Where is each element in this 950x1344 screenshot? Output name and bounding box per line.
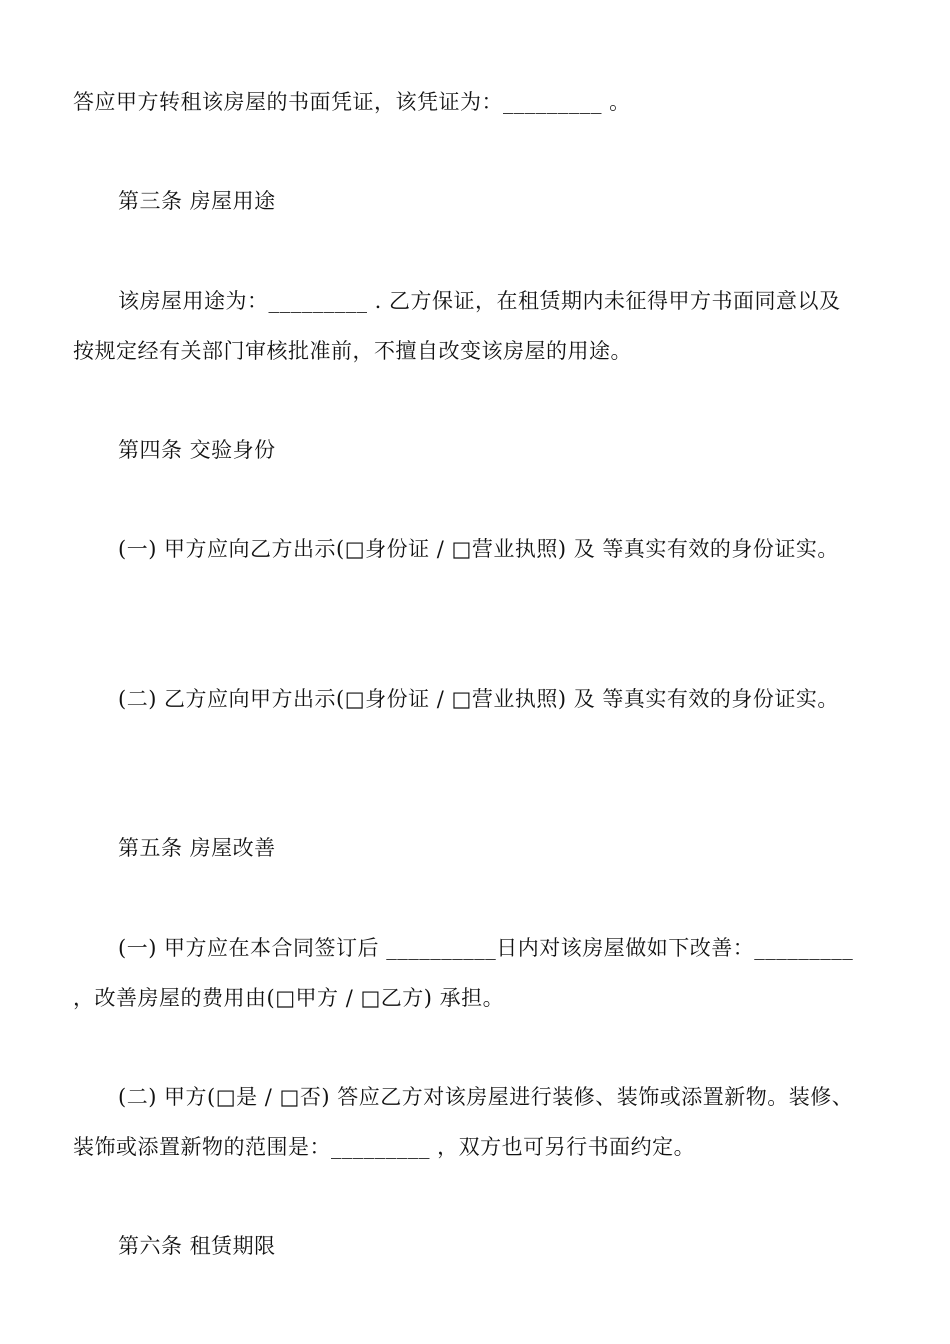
section-heading-article-3: 第三条 房屋用途	[118, 189, 276, 213]
paragraph-line: 答应甲方转租该房屋的书面凭证，该凭证为：_________ 。	[73, 90, 631, 114]
section-heading-article-4: 第四条 交验身份	[118, 438, 276, 462]
paragraph-line: 按规定经有关部门审核批准前，不擅自改变该房屋的用途。	[73, 339, 632, 363]
paragraph-line: (一) 甲方应向乙方出示(□身份证 / □营业执照) 及 等真实有效的身份证实。	[118, 537, 839, 561]
paragraph-line: 该房屋用途为：_________ . 乙方保证，在租赁期内未征得甲方书面同意以及	[118, 289, 841, 313]
paragraph-line: (二) 乙方应向甲方出示(□身份证 / □营业执照) 及 等真实有效的身份证实。	[118, 687, 839, 711]
section-heading-article-5: 第五条 房屋改善	[118, 836, 276, 860]
section-heading-article-6: 第六条 租赁期限	[118, 1234, 276, 1258]
paragraph-line: 装饰或添置新物的范围是：_________ ，双方也可另行书面约定。	[73, 1135, 696, 1159]
paragraph-line: (二) 甲方(□是 / □否) 答应乙方对该房屋进行装修、装饰或添置新物。装修、	[118, 1085, 854, 1109]
paragraph-line: (一) 甲方应在本合同签订后 __________日内对该房屋做如下改善：_________	[118, 936, 854, 960]
paragraph-line: ，改善房屋的费用由(□甲方 / □乙方) 承担。	[73, 986, 505, 1010]
